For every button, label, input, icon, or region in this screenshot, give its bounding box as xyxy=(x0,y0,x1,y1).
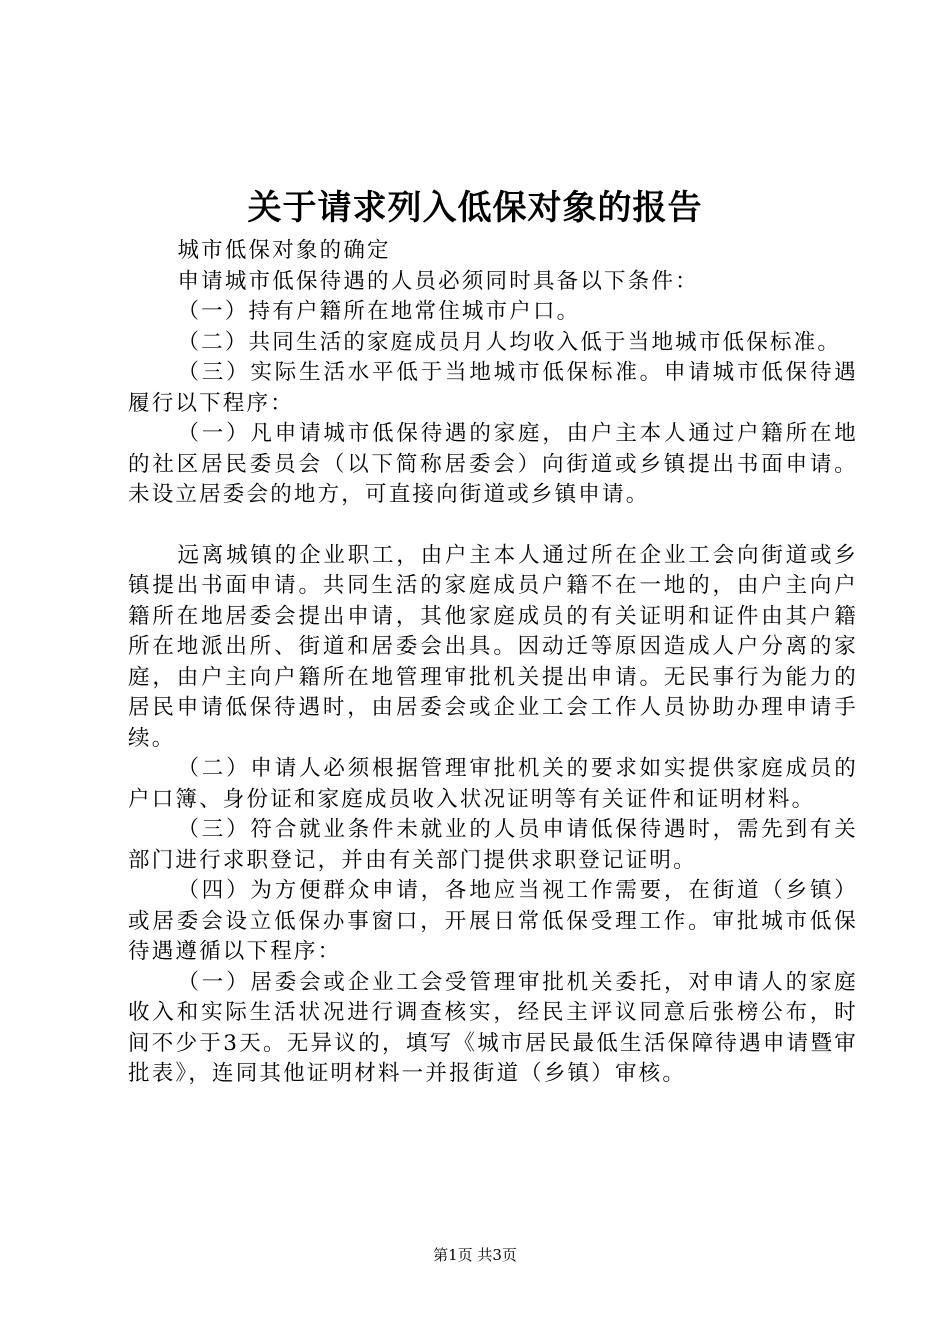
page-number: 第1页 共3页 xyxy=(433,1246,517,1264)
document-title: 关于请求列入低保对象的报告 xyxy=(247,188,703,228)
paragraph: （三）符合就业条件未就业的人员申请低保待遇时，需先到有关部门进行求职登记，并由有关部门提供求职登记证明。 xyxy=(128,817,858,873)
document-body xyxy=(128,236,858,1090)
paragraph: （二）共同生活的家庭成员月人均收入低于当地城市低保标准。 xyxy=(177,329,842,355)
paragraph: （二）申请人必须根据管理审批机关的要求如实提供家庭成员的户口簿、身份证和家庭成员收入状况证明等有关证件和证明材料。 xyxy=(128,756,858,812)
paragraph: 远离城镇的企业职工，由户主本人通过所在企业工会向街道或乡镇提出书面申请。共同生活的家庭成员户籍不在一地的，由户主向户籍所在地居委会提出申请，其他家庭成员的有关证明和证件由其户籍所在地派出所、街道和居委会出具。因动迁等原因造成人户分离的家庭，由户主向户籍所在地管理审批机关提出申请。无民事行为能力的居民申请低保待遇时，由居委会或企业工会工作人员协助办理申请手续。 xyxy=(128,542,858,751)
paragraph: 申请城市低保待遇的人员必须同时具备以下条件： xyxy=(177,268,699,294)
paragraph: （四）为方便群众申请，各地应当视工作需要，在街道（乡镇）或居委会设立低保办事窗口，开展日常低保受理工作。审批城市低保待遇遵循以下程序： xyxy=(128,878,858,964)
paragraph: （一）持有户籍所在地常住城市户口。 xyxy=(177,299,581,324)
paragraph: 城市低保对象的确定 xyxy=(177,238,391,263)
paragraph: （一）凡申请城市低保待遇的家庭，由户主本人通过户籍所在地的社区居民委员会（以下简称居委会）向街道或乡镇提出书面申请。未设立居委会的地方，可直接向街道或乡镇申请。 xyxy=(128,421,858,507)
paragraph: （一）居委会或企业工会受管理审批机关委托，对申请人的家庭收入和实际生活状况进行调查核实，经民主评议同意后张榜公布，时间不少于3天。无异议的，填写《城市居民最低生活保障待遇申请暨审批表》，连同其他证明材料一并报街道（乡镇）审核。 xyxy=(128,969,858,1086)
paragraph: （三）实际生活水平低于当地城市低保标准。申请城市低保待遇履行以下程序： xyxy=(128,360,858,416)
